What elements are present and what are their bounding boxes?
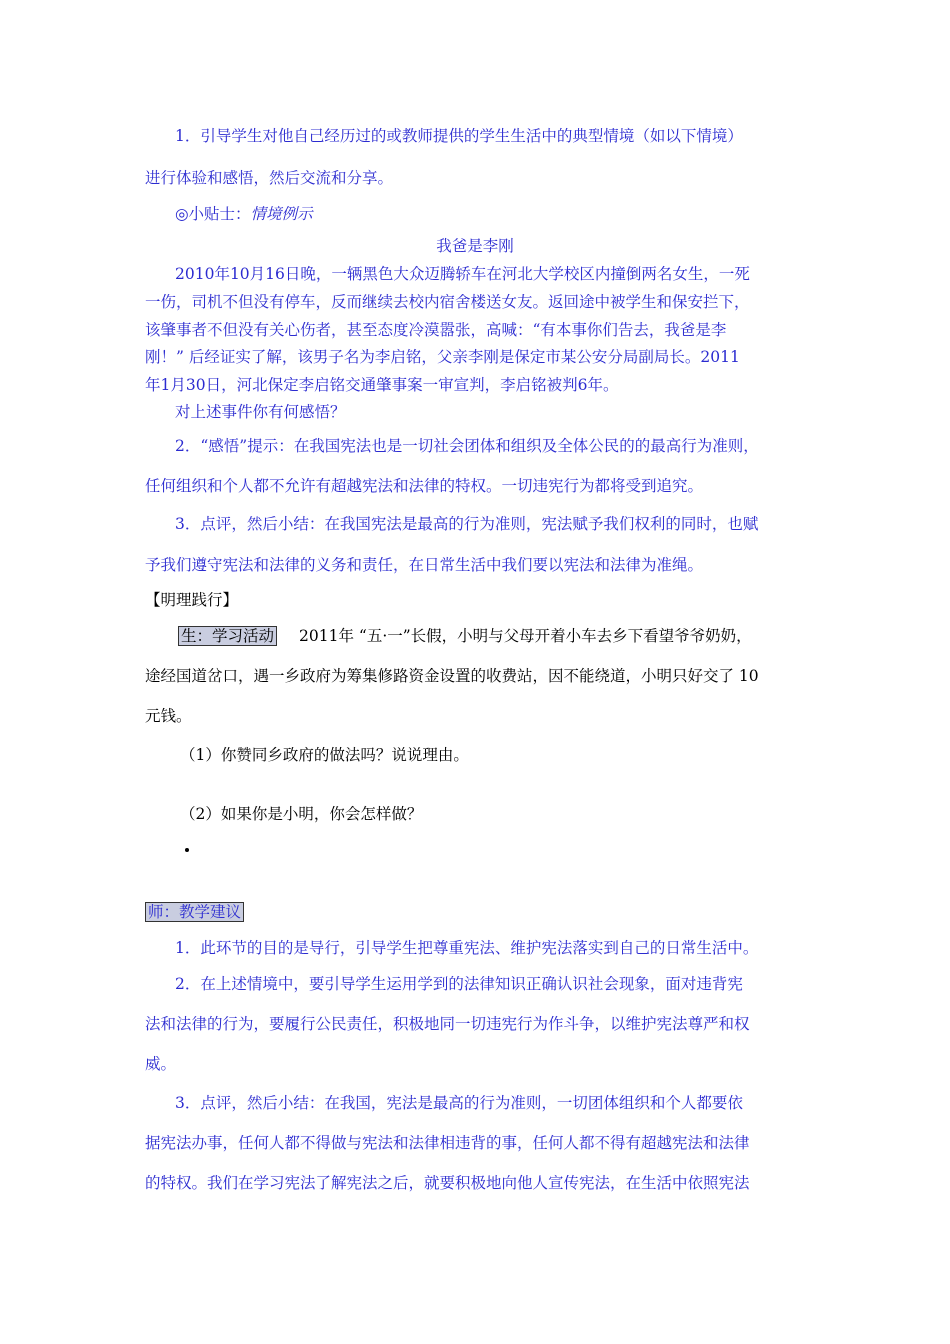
- tip-prefix: ◎小贴士：: [175, 205, 251, 223]
- section-heading: 【明理践行】: [145, 591, 239, 609]
- suggestion-item-1: 1．此环节的目的是导行，引导学生把尊重宪法、维护宪法落实到自己的日常生活中。: [175, 939, 759, 957]
- suggestion-item-2-cont-1: 法和法律的行为，要履行公民责任，积极地同一切违宪行为作斗争，以维护宪法尊严和权: [145, 1015, 750, 1033]
- activity-question-1: （1）你赞同乡政府的做法吗？说说理由。: [180, 746, 469, 764]
- case-question: 对上述事件你有何感悟？: [175, 403, 346, 421]
- activity-text-1: 2011年 “五·一”长假，小明与父母开着小车去乡下看望爷爷奶奶，: [299, 627, 752, 645]
- suggestion-item-2: 2．在上述情境中，要引导学生运用学到的法律知识正确认识社会现象，面对违背宪: [175, 975, 743, 993]
- suggestion-item-3-cont-1: 据宪法办事，任何人都不得做与宪法和法律相违背的事，任何人都不得有超越宪法和法律: [145, 1134, 750, 1152]
- case-text-4: 刚！” 后经证实了解，该男子名为李启铭，父亲李刚是保定市某公安分局副局长。2011: [145, 348, 740, 366]
- case-text-2: 一伤，司机不但没有停车，反而继续去校内宿舍楼送女友。返回途中被学生和保安拦下，: [145, 293, 750, 311]
- teacher-suggestion-row: [145, 902, 244, 922]
- guide-item-3-cont: 予我们遵守宪法和法律的义务和责任，在日常生活中我们要以宪法和法律为准绳。: [145, 556, 704, 574]
- student-activity-label: 生：学习活动: [178, 626, 277, 646]
- guide-item-1: 1．引导学生对他自己经历过的或教师提供的学生生活中的典型情境（如以下情境）: [175, 127, 743, 145]
- suggestion-item-2-cont-2: 威。: [145, 1055, 177, 1073]
- case-text-5: 年1月30日，河北保定李启铭交通肇事案一审宣判，李启铭被判6年。: [145, 376, 619, 394]
- teacher-suggestion-label: 师：教学建议: [145, 902, 244, 922]
- case-title: 我爸是李刚: [436, 237, 514, 255]
- suggestion-item-3-cont-2: 的特权。我们在学习宪法了解宪法之后，就要积极地向他人宣传宪法，在生活中依照宪法: [145, 1174, 750, 1192]
- activity-text-3: 元钱。: [145, 707, 192, 725]
- activity-question-2: （2）如果你是小明，你会怎样做？: [180, 805, 423, 823]
- bullet-dot: [185, 848, 189, 852]
- guide-item-3: 3．点评，然后小结：在我国宪法是最高的行为准则，宪法赋予我们权利的同时，也赋: [175, 515, 759, 533]
- suggestion-item-3: 3．点评，然后小结：在我国，宪法是最高的行为准则，一切团体组织和个人都要依: [175, 1094, 743, 1112]
- guide-item-2-cont: 任何组织和个人都不允许有超越宪法和法律的特权。一切违宪行为都将受到追究。: [145, 477, 704, 495]
- guide-item-1-cont: 进行体验和感悟，然后交流和分享。: [145, 169, 394, 187]
- activity-text-2: 途经国道岔口，遇一乡政府为筹集修路资金设置的收费站，因不能绕道，小明只好交了 10: [145, 667, 759, 685]
- activity-line-1: [178, 626, 752, 646]
- case-text-1: 2010年10月16日晚，一辆黑色大众迈腾轿车在河北大学校区内撞倒两名女生，一死: [175, 265, 750, 283]
- tip-title: 情境例示: [250, 205, 313, 223]
- tip-label: [175, 204, 313, 224]
- guide-item-2: 2．“感悟”提示：在我国宪法也是一切社会团体和组织及全体公民的的最高行为准则，: [175, 437, 759, 455]
- case-text-3: 该肇事者不但没有关心伤者，甚至态度冷漠嚣张，高喊：“有本事你们告去，我爸是李: [145, 321, 727, 339]
